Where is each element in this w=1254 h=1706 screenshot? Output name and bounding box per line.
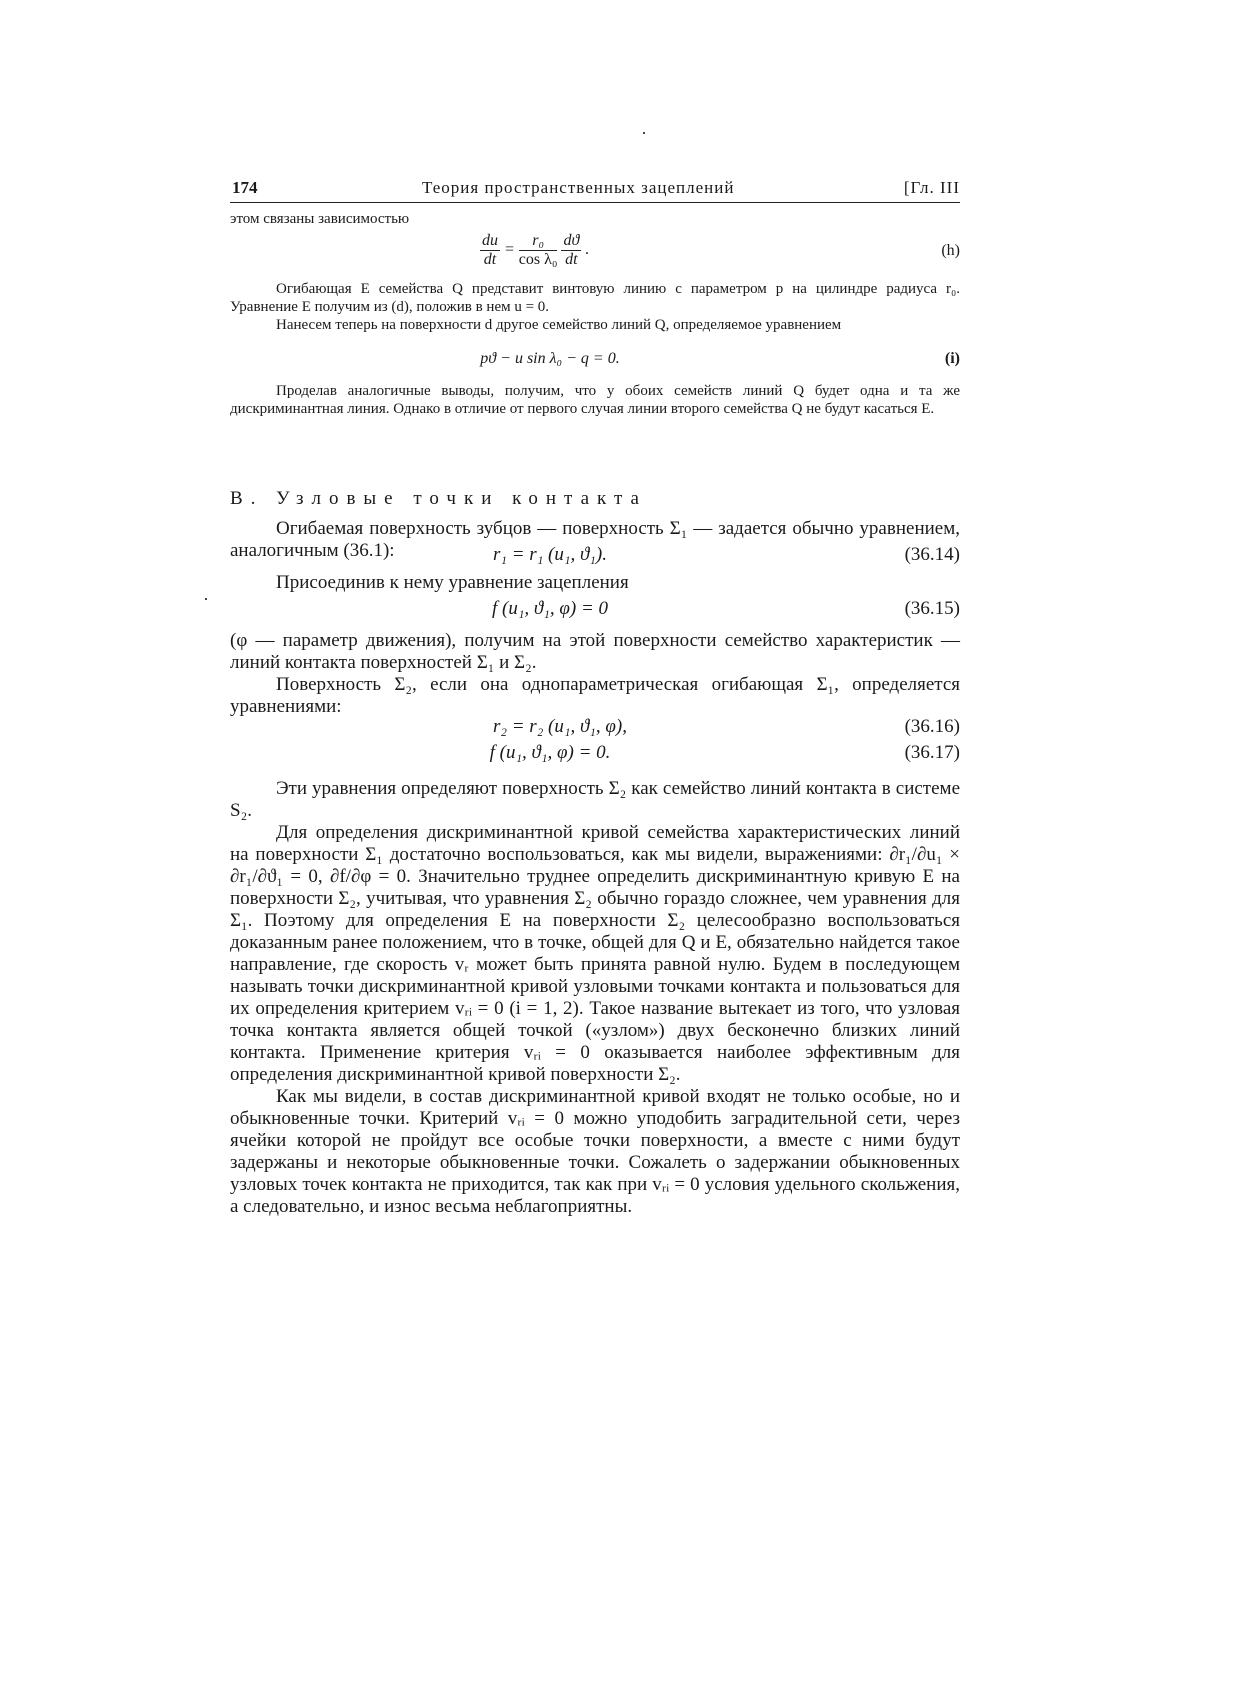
eq-36-14-body: r₁ = r₁ (u₁, ϑ₁).: [492, 544, 607, 565]
param-text: [230, 630, 960, 718]
paragraph: (φ — параметр движения), получим на этой поверхности семейство характеристик — линий контакта поверхностей Σ₁ и Σ₂.: [230, 630, 960, 673]
equation-i: [230, 350, 960, 376]
scan-speck: [643, 132, 645, 134]
eq-i-body: pϑ − u sin λ₀ − q = 0.: [480, 350, 620, 367]
eq-h-s-num: dϑ: [563, 232, 580, 249]
equation-36-15: [230, 598, 960, 624]
eq-h-equals: =: [504, 241, 515, 259]
running-title: Теория пространственных зацеплений: [422, 178, 735, 197]
eq-h-lhs-den: dt: [483, 251, 497, 268]
eq-36-17-body: f (u₁, ϑ₁, φ) = 0.: [489, 742, 611, 763]
eq-h-period: .: [585, 241, 590, 259]
eq-36-15-tag: (36.15): [904, 598, 960, 619]
envelope-text: [230, 280, 960, 334]
eq-36-16-body: r₂ = r₂ (u₁, ϑ₁, φ),: [492, 716, 628, 737]
chapter-label: [Гл. III: [903, 178, 960, 197]
paragraph: Эти уравнения определяют поверхность Σ₂ как семейство линий контакта в системе S₂.: [230, 778, 960, 821]
paragraph: Огибающая E семейства Q представит винтовую линию с параметром p на цилиндре радиуса r₀. Уравнение E получим из (d), положив в нем u = 0.: [230, 281, 960, 315]
paragraph: Огибаемая поверхность зубцов — поверхность Σ₁ — задается обычно уравнением, аналогичным (36.1):: [230, 518, 960, 561]
equation-h: [230, 232, 960, 272]
equation-36-16: [230, 716, 960, 742]
paragraph: этом связаны зависимостью: [230, 211, 410, 227]
eq-36-14-tag: (36.14): [904, 544, 960, 565]
paragraph: Проделав аналогичные выводы, получим, что у обоих семейств линий Q будет одна и та же дискриминантная линия. Однако в отличие от первого случая линии второго семейства Q не будут касаться E.: [230, 383, 960, 417]
paragraph: Нанесем теперь на поверхности d другое семейство линий Q, определяемое уравнением: [276, 317, 842, 333]
intro-text: [230, 210, 960, 228]
eq-h-lhs-num: du: [482, 232, 498, 249]
running-header: [230, 176, 960, 203]
page-number: 174: [232, 178, 258, 197]
eq-i-tag: (i): [944, 350, 960, 367]
main-text: [230, 778, 960, 1218]
scan-speck: [205, 598, 207, 600]
paragraph: Присоединив к нему уравнение зацепления: [276, 572, 629, 593]
section-heading: В. Узловые точки контакта: [230, 488, 647, 509]
eq-36-16-tag: (36.16): [904, 716, 960, 737]
equation-36-14: [230, 544, 960, 570]
eq-36-15-body: f (u₁, ϑ₁, φ) = 0: [491, 598, 609, 619]
eq-36-17-tag: (36.17): [904, 742, 960, 763]
paragraph: Для определения дискриминантной кривой семейства характеристических линий на поверхности Σ₁ достаточно воспользоваться, как мы видели, выражениями: ∂r₁/∂u₁ × ∂r₁/∂ϑ₁ = 0, ∂f/∂φ = 0. Значительно труднее определить дискриминантную кривую E на поверхности Σ₂, учитывая, что уравнения Σ₂ обычно гораздо сложнее, чем уравнения для Σ₁. Поэтому для определения E на поверхности Σ₂ целесообразно воспользоваться доказанным ранее положением, что в точке, общей для Q и E, обязательно найдется такое направление, где скорость vᵣ может быть принята равной нулю. Будем в последующем называть точки дискриминантной кривой узловыми точками контакта и пользоваться для их определения критерием vᵣᵢ = 0 (i = 1, 2). Такое название вытекает из того, что узловая точка контакта является общей точкой («узлом») двух бесконечно близких линий контакта. Применение критерия vᵣᵢ = 0 оказывается наиболее эффективным для определения дискриминантной кривой поверхности Σ₂.: [230, 822, 960, 1085]
eq-h-s-den: dt: [565, 251, 578, 268]
paragraph: Поверхность Σ₂, если она однопараметрическая огибающая Σ₁, определяется уравнениями:: [230, 674, 960, 717]
analogous-text: [230, 382, 960, 418]
eq-h-tag: (h): [941, 242, 960, 259]
eq-h-r-den: cos λ₀: [518, 251, 558, 268]
equation-36-17: [230, 742, 960, 768]
attach-text: [230, 572, 960, 594]
paragraph: Как мы видели, в состав дискриминантной кривой входят не только особые, но и обыкновенные точки. Критерий vᵣᵢ = 0 можно уподобить заградительной сети, через ячейки которой не пройдут все особые точки поверхности, а вместе с ними будут задержаны и некоторые обыкновенные точки. Сожалеть о задержании обыкновенных узловых точек контакта не приходится, так как при vᵣᵢ = 0 условия удельного скольжения, а следовательно, и износ весьма неблагоприятны.: [230, 1086, 960, 1217]
eq-h-r-num: r₀: [519, 232, 558, 251]
